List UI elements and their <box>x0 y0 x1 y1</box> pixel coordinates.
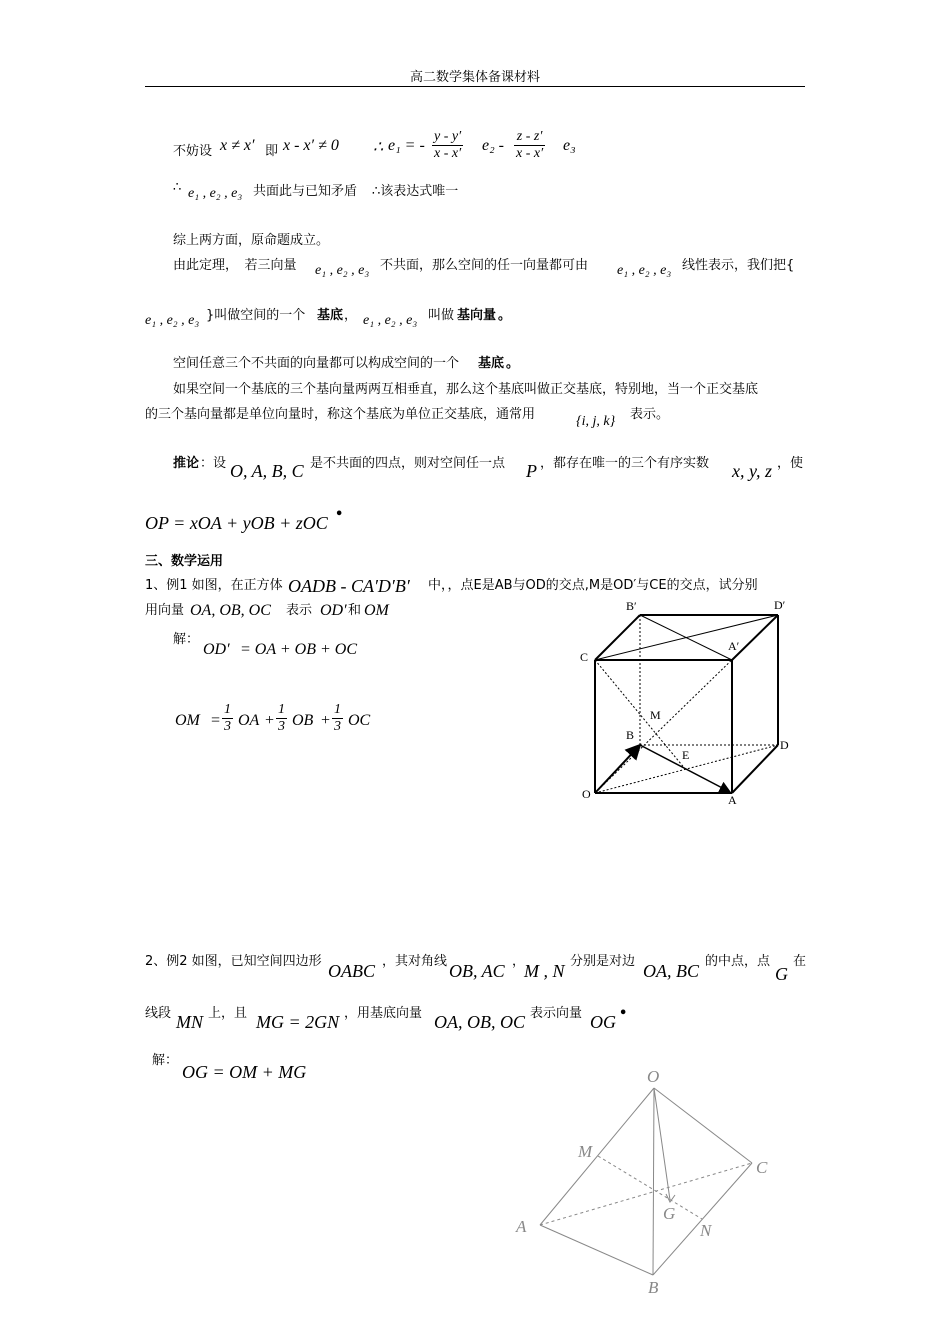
ex1-plus1: + <box>264 712 275 729</box>
proof-frac2-den: x - x′ <box>516 146 544 161</box>
tetra-figure <box>510 1060 800 1300</box>
theorem-vec-3: e₁ , e₂ , e₃ <box>145 313 200 328</box>
ex1-c: 用向量 <box>145 603 185 618</box>
theorem-p3-b: 基底 <box>478 356 505 371</box>
ex2-line2-c: ，用基底向量 <box>344 1006 423 1021</box>
proof-therefore2: ∴ <box>173 180 182 195</box>
ex1-a: 1、例1 如图，在正方体 <box>145 578 283 593</box>
frac-num: 1 <box>334 702 341 717</box>
theorem-vec-1: e₁ , e₂ , e₃ <box>315 263 370 278</box>
ex2-oabc: OABC <box>328 961 375 981</box>
proof-frac1 <box>432 129 463 162</box>
ex2-mn: M , N <box>524 961 565 981</box>
frac-den: 3 <box>278 719 285 734</box>
theorem-p2-c: ， <box>344 308 358 323</box>
ex1-sol2-lhs: OM <box>175 712 200 729</box>
tetra-label-g: G <box>663 1204 676 1223</box>
ex2-mg: MG = 2GN <box>256 1012 340 1032</box>
corollary-points: O, A, B, C <box>230 461 304 481</box>
ex2-MN: MN <box>176 1012 203 1032</box>
corollary-set: ：设 <box>200 456 227 471</box>
proof-e2: e₂ - <box>482 137 504 154</box>
proof-diff: x - x′ ≠ 0 <box>283 137 339 154</box>
ex2-comma: ， <box>512 954 526 969</box>
header-rule <box>145 86 805 87</box>
ex1-frac-a <box>222 702 233 735</box>
theorem-p4-line2b: 表示。 <box>630 407 670 422</box>
ex2-basis: OA, OB, OC <box>434 1012 525 1032</box>
ex2-b: ，其对角线 <box>382 954 448 969</box>
ex1-plus2: + <box>320 712 331 729</box>
ex1-ob: OB <box>292 712 314 729</box>
cube-label-ap: A′ <box>728 639 740 653</box>
tetra-label-m: M <box>578 1142 593 1161</box>
cube-label-c: C <box>580 650 589 664</box>
theorem-p4-line2a: 的三个基向量都是单位向量时，称这个基底为单位正交基底，通常用 <box>145 407 536 422</box>
proof-line2-end: ∴该表达式唯一 <box>372 184 459 199</box>
ex1-sol-label: 解： <box>173 632 200 647</box>
theorem-p2-a: }叫做空间的一个 <box>206 308 306 323</box>
proof-conclusion: 综上两方面，原命题成立。 <box>173 233 330 248</box>
ex1-cube: OADB - CA′D′B′ <box>288 576 410 596</box>
frac-num: 1 <box>278 702 285 717</box>
ex2-line2-b: 上，且 <box>208 1006 248 1021</box>
proof-therefore: ∴ <box>373 139 384 156</box>
ex2-oabc2: OA, BC <box>643 961 699 981</box>
ex1-sol1-rhs: = OA + OB + OC <box>240 641 357 658</box>
page-header: 高二数学集体备课材料 <box>409 70 540 85</box>
theorem-p3-a: 空间任意三个不共面的向量都可以构成空间的一个 <box>173 356 460 371</box>
proof-frac2-num: z - z′ <box>514 129 545 146</box>
theorem-p1-a: 由此定理， 若三向量 <box>173 258 297 273</box>
ex2-G: G <box>775 964 788 984</box>
theorem-p2-b: 基底 <box>317 308 344 323</box>
theorem-p2-d: 叫做 <box>428 308 455 323</box>
ex2-sol-label: 解： <box>152 1053 179 1068</box>
cube-label-o: O <box>582 787 591 801</box>
proof-ji: 即 <box>265 144 279 159</box>
theorem-p1-c: 线性表示，我们把{ <box>682 258 795 273</box>
corollary-dot: • <box>335 507 344 522</box>
cube-label-d: D <box>780 738 789 752</box>
proof-e1: e₁ = - <box>388 137 425 154</box>
proof-line1-prefix: 不妨设 <box>173 144 213 159</box>
ex2-d: 的中点，点 <box>705 954 771 969</box>
ex1-od: OD′ <box>320 602 347 619</box>
ex2-line2-a: 线段 <box>145 1006 172 1021</box>
theorem-p3-c: 。 <box>506 356 520 371</box>
ex1-oa: OA <box>238 712 260 729</box>
corollary-text1: 是不共面的四点，则对空间任一点 <box>310 456 506 471</box>
tetra-label-b: B <box>648 1278 659 1297</box>
ex2-c: 分别是对边 <box>570 954 636 969</box>
cube-label-e: E <box>682 748 690 762</box>
ex1-sol2-eq: = <box>210 712 221 729</box>
proof-ineq: x ≠ x′ <box>220 137 255 154</box>
cube-label-dp: D′ <box>774 598 786 612</box>
proof-line2-vecs: e₁ , e₂ , e₃ <box>188 186 243 201</box>
ex2-sol: OG = OM + MG <box>182 1062 307 1082</box>
ex1-frac-c <box>332 702 343 735</box>
ex2-obac: OB, AC <box>449 961 505 981</box>
theorem-p4-ijk: {i, j, k} <box>576 414 616 429</box>
theorem-p2-e: 基向量 <box>457 308 497 323</box>
frac-den: 3 <box>334 719 341 734</box>
proof-e3: e₃ <box>563 137 576 154</box>
frac-num: 1 <box>224 702 231 717</box>
theorem-p1-b: 不共面，那么空间的任一向量都可由 <box>380 258 589 273</box>
frac-den: 3 <box>224 719 231 734</box>
cube-label-b: B <box>626 728 635 742</box>
ex1-om: OM <box>364 602 389 619</box>
tetra-label-a: A <box>516 1217 527 1236</box>
section3-title: 三、数学运用 <box>145 554 224 569</box>
ex1-vecs: OA, OB, OC <box>190 602 271 619</box>
proof-frac1-den: x - x′ <box>434 146 462 161</box>
theorem-vec-4: e₁ , e₂ , e₃ <box>363 313 418 328</box>
cube-label-bp: B′ <box>626 599 637 613</box>
corollary-text2: ，都存在唯一的三个有序实数 <box>540 456 710 471</box>
corollary-label: 推论 <box>173 456 200 471</box>
ex2-line2-d: 表示向量 <box>530 1006 583 1021</box>
ex2-og: OG <box>590 1012 616 1032</box>
ex1-sol1-lhs: OD′ <box>203 641 230 658</box>
tetra-label-o: O <box>647 1067 660 1086</box>
theorem-vec-2: e₁ , e₂ , e₃ <box>617 263 672 278</box>
ex1-oc: OC <box>348 712 371 729</box>
theorem-p4-line1: 如果空间一个基底的三个基向量两两互相垂直，那么这个基底叫做正交基底，特别地，当一个正交基底 <box>173 382 759 397</box>
proof-line2-text: 共面此与已知矛盾 <box>253 184 358 199</box>
cube-label-m: M <box>650 708 661 722</box>
tetra-label-c: C <box>756 1158 768 1177</box>
ex2-dot: • <box>619 1006 628 1021</box>
tetra-label-n: N <box>700 1221 712 1240</box>
cube-figure <box>560 590 810 810</box>
ex1-he: 和 <box>348 603 362 618</box>
corollary-text3: ，使 <box>777 456 804 471</box>
ex1-b: 中，，点E是AB与OD的交点,M是OD′与CE的交点，试分别 <box>428 578 758 593</box>
theorem-p2-f: 。 <box>498 308 512 323</box>
corollary-P: P <box>526 461 537 481</box>
ex1-frac-b <box>276 702 287 735</box>
proof-frac1-num: y - y′ <box>434 129 462 144</box>
proof-frac2 <box>514 129 545 162</box>
ex1-d: 表示 <box>286 603 313 618</box>
ex2-e: 在 <box>793 954 807 969</box>
corollary-formula: OP = xOA + yOB + zOC <box>145 513 328 533</box>
corollary-xyz: x, y, z <box>732 461 772 481</box>
cube-label-a: A <box>728 793 737 807</box>
ex2-a: 2、例2 如图，已知空间四边形 <box>145 954 322 969</box>
